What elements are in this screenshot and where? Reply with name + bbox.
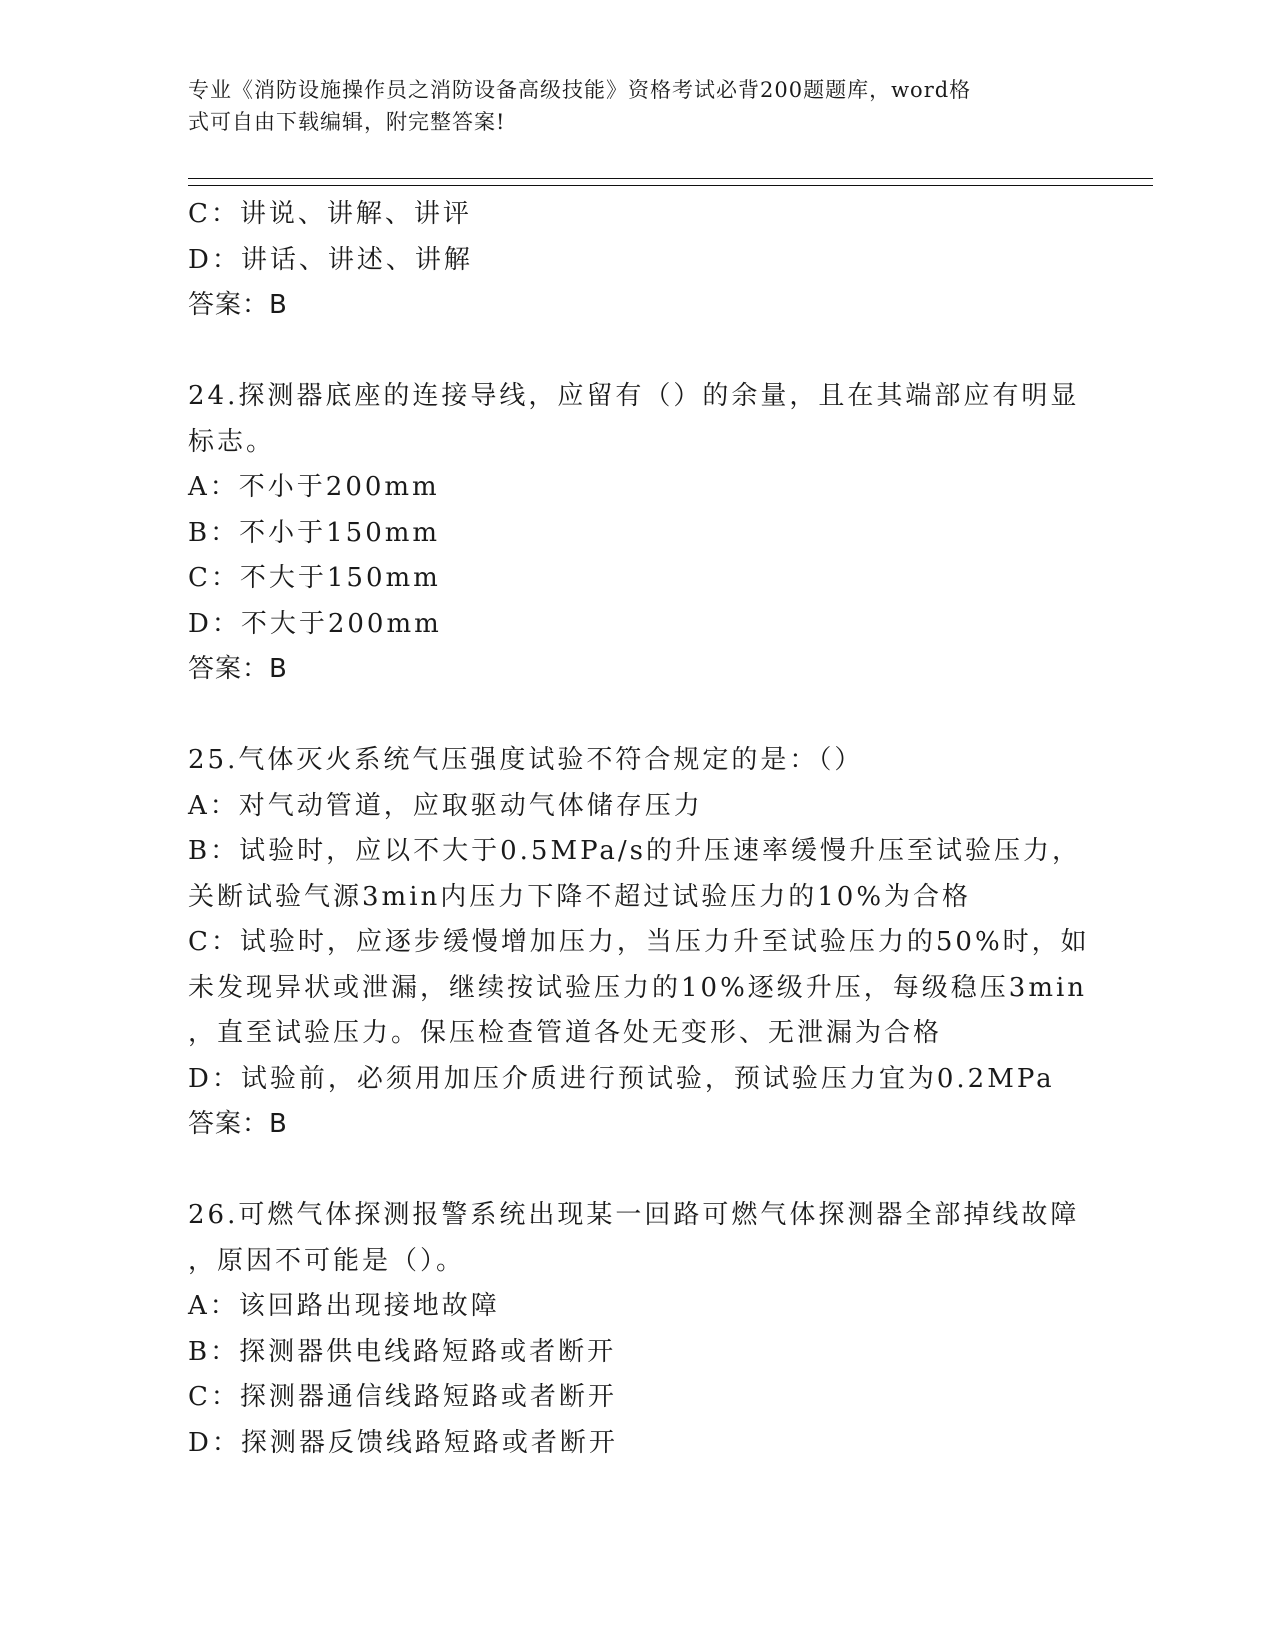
- question-23-tail: [188, 192, 1088, 329]
- option-c: C：讲说、讲解、讲评: [188, 199, 472, 229]
- question-26: [188, 1193, 1088, 1466]
- question-25: [188, 738, 1088, 1148]
- option-d: D：不大于200mm: [188, 608, 442, 639]
- option-d: D：探测器反馈线路短路或者断开: [188, 1427, 618, 1458]
- spacer: [188, 329, 1088, 375]
- question-24: [188, 374, 1088, 693]
- question-list: [188, 192, 1088, 1466]
- option-d: D：讲话、讲述、讲解: [188, 244, 473, 275]
- option-c-continued: ，直至试验压力。保压检查管道各处无变形、无泄漏为合格: [188, 1018, 943, 1048]
- option-b: B：探测器供电线路短路或者断开: [188, 1336, 617, 1367]
- question-stem: 25.气体灭火系统气压强度试验不符合规定的是：（）: [188, 745, 864, 775]
- option-c: C：试验时，应逐步缓慢增加压力，当压力升至试验压力的50%时，如: [188, 927, 1090, 957]
- header-line: 专业《消防设施操作员之消防设备高级技能》资格考试必背200题题库，word格: [188, 78, 972, 102]
- option-d: D：试验前，必须用加压介质进行预试验，预试验压力宜为0.2MPa: [188, 1063, 1055, 1094]
- option-b: B：试验时，应以不大于0.5MPa/s的升压速率缓慢升压至试验压力，: [188, 836, 1082, 866]
- question-stem: 26.可燃气体探测报警系统出现某一回路可燃气体探测器全部掉线故障: [188, 1200, 1080, 1230]
- option-c-continued: 未发现异状或泄漏，继续按试验压力的10%逐级升压，每级稳压3min: [188, 972, 1088, 1003]
- option-b-continued: 关断试验气源3min内压力下降不超过试验压力的10%为合格: [188, 881, 972, 912]
- option-b: B：不小于150mm: [188, 517, 441, 548]
- option-c: C：探测器通信线路短路或者断开: [188, 1382, 617, 1412]
- option-a: A：对气动管道，应取驱动气体储存压力: [188, 790, 703, 821]
- question-stem: ，原因不可能是（）。: [188, 1245, 466, 1276]
- option-a: A：该回路出现接地故障: [188, 1291, 500, 1321]
- spacer: [188, 1148, 1088, 1194]
- answer: 答案：B: [188, 1109, 288, 1139]
- question-stem: 24.探测器底座的连接导线，应留有（）的余量，且在其端部应有明显: [188, 381, 1080, 411]
- document-header: [188, 74, 1068, 138]
- option-a: A：不小于200mm: [188, 472, 440, 502]
- answer: 答案：B: [188, 654, 288, 684]
- option-c: C：不大于150mm: [188, 563, 441, 593]
- spacer: [188, 693, 1088, 739]
- header-divider: [188, 178, 1153, 186]
- header-line: 式可自由下载编辑，附完整答案!: [188, 110, 506, 134]
- answer: 答案：B: [188, 290, 288, 320]
- question-stem: 标志。: [188, 426, 276, 457]
